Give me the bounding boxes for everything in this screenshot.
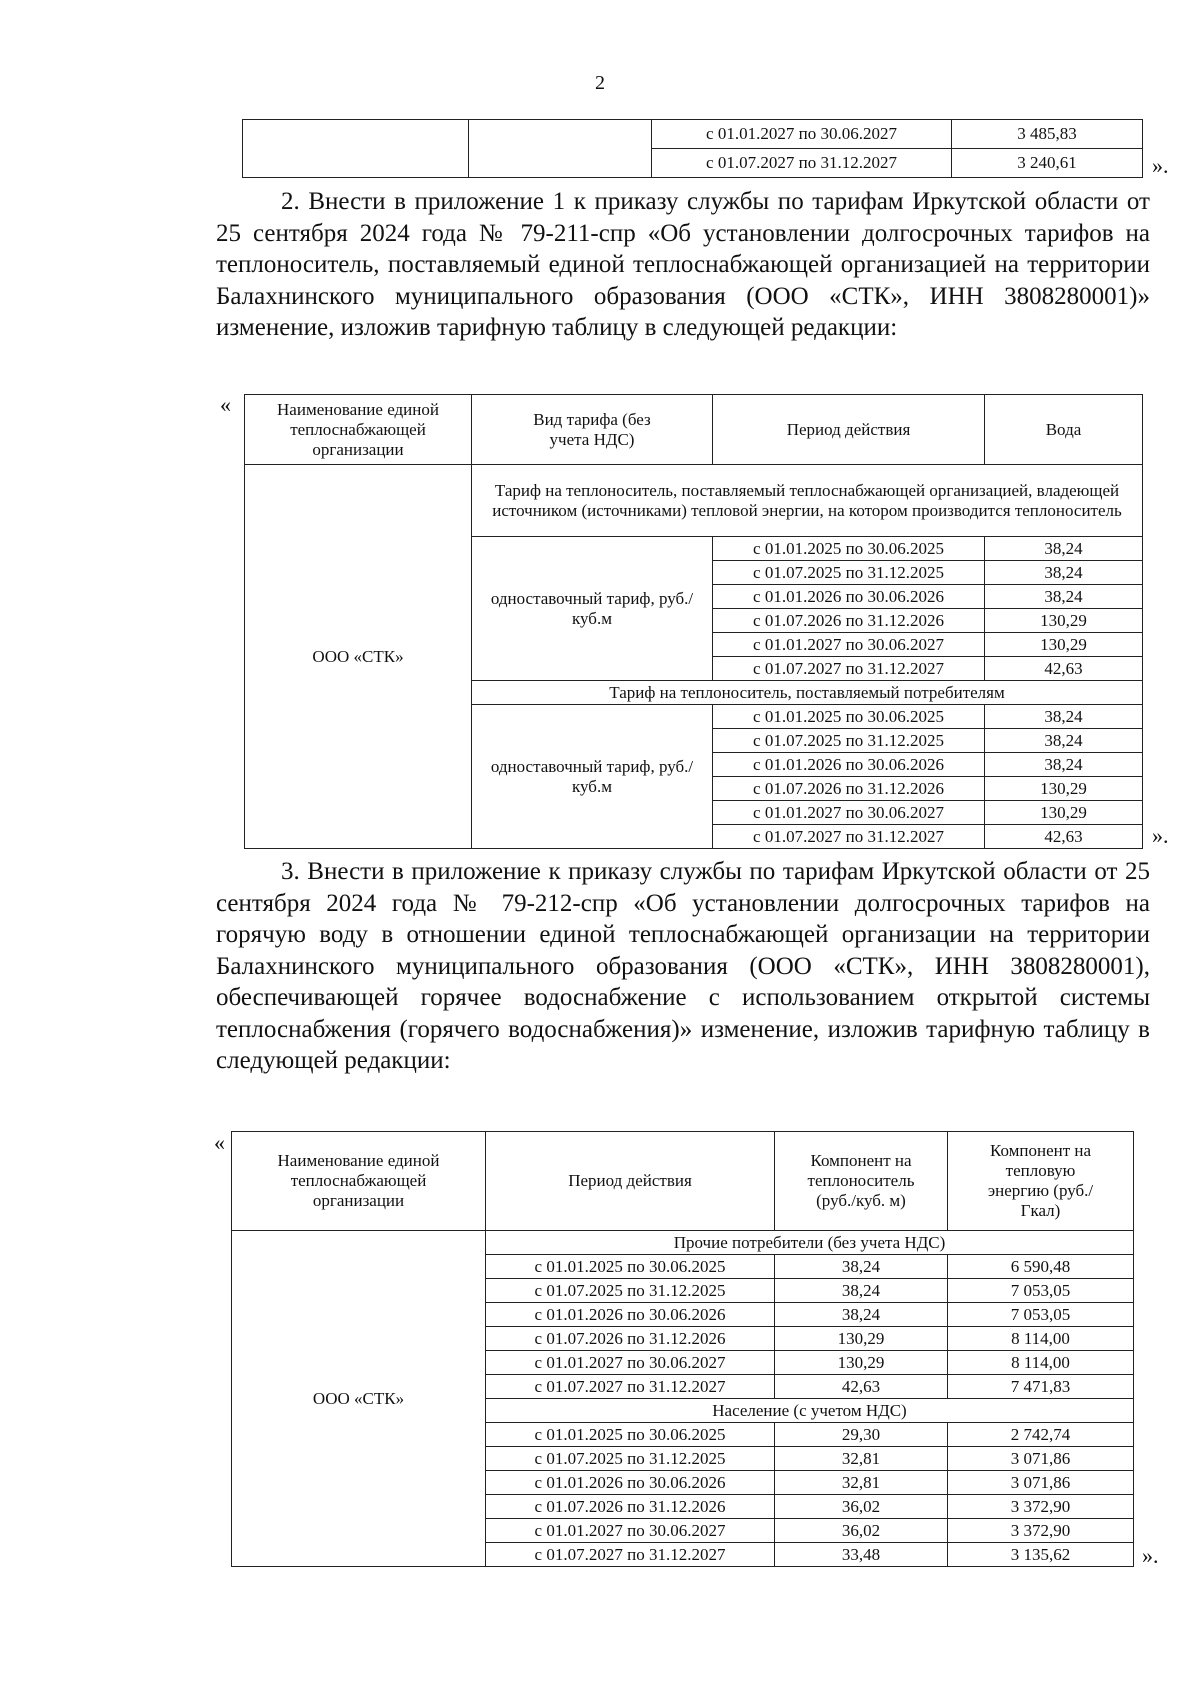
energy-cell: 8 114,00 bbox=[948, 1351, 1134, 1375]
carrier-cell: 38,24 bbox=[775, 1279, 948, 1303]
org-name-cell: ООО «СТК» bbox=[232, 1231, 486, 1567]
period-cell: с 01.07.2026 по 31.12.2026 bbox=[713, 777, 985, 801]
value-cell: 38,24 bbox=[985, 585, 1143, 609]
value-cell: 3 240,61 bbox=[952, 149, 1143, 178]
empty-cell bbox=[243, 120, 469, 178]
open-quote: « bbox=[214, 1130, 225, 1155]
header-tariff-type: Вид тарифа (без учета НДС) bbox=[472, 395, 713, 465]
item-3-paragraph bbox=[216, 856, 1150, 1077]
carrier-cell: 130,29 bbox=[775, 1351, 948, 1375]
section-2-title: Тариф на теплоноситель, поставляемый потребителям bbox=[472, 681, 1143, 705]
period-cell: с 01.07.2027 по 31.12.2027 bbox=[713, 825, 985, 849]
org-name-cell: ООО «СТК» bbox=[245, 465, 472, 849]
header-comp-energy: Компонент на тепловую энергию (руб./Гкал) bbox=[948, 1132, 1134, 1231]
carrier-cell: 33,48 bbox=[775, 1543, 948, 1567]
value-cell: 3 485,83 bbox=[952, 120, 1143, 149]
header-org: Наименование единой теплоснабжающей организации bbox=[245, 395, 472, 465]
carrier-cell: 36,02 bbox=[775, 1519, 948, 1543]
period-cell: с 01.01.2025 по 30.06.2025 bbox=[486, 1423, 775, 1447]
value-cell: 38,24 bbox=[985, 729, 1143, 753]
close-quote: ». bbox=[1142, 1543, 1159, 1568]
value-cell: 130,29 bbox=[985, 609, 1143, 633]
carrier-cell: 32,81 bbox=[775, 1447, 948, 1471]
period-cell: с 01.01.2026 по 30.06.2026 bbox=[713, 585, 985, 609]
open-quote: « bbox=[220, 392, 231, 417]
section-title-row bbox=[232, 1231, 1134, 1255]
section-2-title: Население (с учетом НДС) bbox=[486, 1399, 1134, 1423]
carrier-cell: 130,29 bbox=[775, 1327, 948, 1351]
value-cell: 38,24 bbox=[985, 753, 1143, 777]
period-cell: с 01.01.2026 по 30.06.2026 bbox=[486, 1471, 775, 1495]
period-cell: с 01.01.2027 по 30.06.2027 bbox=[486, 1519, 775, 1543]
energy-cell: 6 590,48 bbox=[948, 1255, 1134, 1279]
period-cell: с 01.01.2027 по 30.06.2027 bbox=[486, 1351, 775, 1375]
period-cell: с 01.07.2027 по 31.12.2027 bbox=[713, 657, 985, 681]
energy-cell: 2 742,74 bbox=[948, 1423, 1134, 1447]
energy-cell: 7 053,05 bbox=[948, 1303, 1134, 1327]
carrier-cell: 29,30 bbox=[775, 1423, 948, 1447]
period-cell: с 01.07.2027 по 31.12.2027 bbox=[652, 149, 952, 178]
value-cell: 130,29 bbox=[985, 801, 1143, 825]
energy-cell: 3 135,62 bbox=[948, 1543, 1134, 1567]
energy-cell: 7 471,83 bbox=[948, 1375, 1134, 1399]
item-2-paragraph bbox=[216, 186, 1150, 344]
table-row bbox=[243, 120, 1143, 149]
period-cell: с 01.07.2025 по 31.12.2025 bbox=[486, 1447, 775, 1471]
tariff-type-cell: одноставочный тариф, руб./куб.м bbox=[472, 705, 713, 849]
period-cell: с 01.01.2025 по 30.06.2025 bbox=[713, 705, 985, 729]
value-cell: 38,24 bbox=[985, 537, 1143, 561]
period-cell: с 01.07.2026 по 31.12.2026 bbox=[486, 1495, 775, 1519]
period-cell: с 01.07.2025 по 31.12.2025 bbox=[713, 561, 985, 585]
period-cell: с 01.01.2027 по 30.06.2027 bbox=[713, 801, 985, 825]
period-cell: с 01.01.2026 по 30.06.2026 bbox=[486, 1303, 775, 1327]
table-header-row bbox=[245, 395, 1143, 465]
value-cell: 38,24 bbox=[985, 561, 1143, 585]
page-number: 2 bbox=[595, 72, 605, 94]
section-title-row bbox=[245, 465, 1143, 537]
period-cell: с 01.07.2026 по 31.12.2026 bbox=[486, 1327, 775, 1351]
period-cell: с 01.01.2027 по 30.06.2027 bbox=[713, 633, 985, 657]
carrier-cell: 36,02 bbox=[775, 1495, 948, 1519]
period-cell: с 01.01.2026 по 30.06.2026 bbox=[713, 753, 985, 777]
carrier-cell: 38,24 bbox=[775, 1255, 948, 1279]
carrier-cell: 38,24 bbox=[775, 1303, 948, 1327]
table-header-row bbox=[232, 1132, 1134, 1231]
header-period: Период действия bbox=[713, 395, 985, 465]
carrier-cell: 42,63 bbox=[775, 1375, 948, 1399]
period-cell: с 01.01.2027 по 30.06.2027 bbox=[652, 120, 952, 149]
energy-cell: 3 071,86 bbox=[948, 1471, 1134, 1495]
period-cell: с 01.07.2025 по 31.12.2025 bbox=[486, 1279, 775, 1303]
energy-cell: 3 372,90 bbox=[948, 1495, 1134, 1519]
section-1-title: Тариф на теплоноситель, поставляемый теплоснабжающей организацией, владеющей источником (источниками) тепловой энергии, на котором производится теплоноситель bbox=[472, 465, 1143, 537]
value-cell: 130,29 bbox=[985, 633, 1143, 657]
header-org: Наименование единой теплоснабжающей организации bbox=[232, 1132, 486, 1231]
heat-carrier-tariff-table bbox=[244, 394, 1143, 849]
item-3-text: 3. Внести в приложение к приказу службы по тарифам Иркутской области от 25 сентября 2024 года № 79-212-спр «Об установлении долгосрочных тарифов на горячую воду в отношении единой теплоснабжающей организации на территории Балахнинского муниципального образования (ООО «СТК», ИНН 3808280001), обеспечивающей горячее водоснабжение с использованием открытой системы теплоснабжения (горячего водоснабжения)» изменение, изложив тарифную таблицу в следующей редакции: bbox=[216, 858, 1150, 1074]
energy-cell: 7 053,05 bbox=[948, 1279, 1134, 1303]
header-water: Вода bbox=[985, 395, 1143, 465]
value-cell: 38,24 bbox=[985, 705, 1143, 729]
hot-water-tariff-table bbox=[231, 1131, 1134, 1567]
value-cell: 130,29 bbox=[985, 777, 1143, 801]
period-cell: с 01.07.2027 по 31.12.2027 bbox=[486, 1375, 775, 1399]
energy-cell: 3 372,90 bbox=[948, 1519, 1134, 1543]
header-comp-carrier: Компонент на теплоноситель (руб./куб. м) bbox=[775, 1132, 948, 1231]
energy-cell: 3 071,86 bbox=[948, 1447, 1134, 1471]
tariff-type-cell: одноставочный тариф, руб./куб.м bbox=[472, 537, 713, 681]
carrier-cell: 32,81 bbox=[775, 1471, 948, 1495]
empty-cell bbox=[469, 120, 652, 178]
value-cell: 42,63 bbox=[985, 657, 1143, 681]
period-cell: с 01.07.2027 по 31.12.2027 bbox=[486, 1543, 775, 1567]
item-2-text: 2. Внести в приложение 1 к приказу службы по тарифам Иркутской области от 25 сентября 2024 года № 79-211-спр «Об установлении долгосрочных тарифов на теплоноситель, поставляемый единой теплоснабжающей организацией на территории Балахнинского муниципального образования (ООО «СТК», ИНН 3808280001)» изменение, изложив тарифную таблицу в следующей редакции: bbox=[216, 188, 1150, 341]
value-cell: 42,63 bbox=[985, 825, 1143, 849]
header-period: Период действия bbox=[486, 1132, 775, 1231]
energy-cell: 8 114,00 bbox=[948, 1327, 1134, 1351]
period-cell: с 01.01.2025 по 30.06.2025 bbox=[486, 1255, 775, 1279]
period-cell: с 01.07.2025 по 31.12.2025 bbox=[713, 729, 985, 753]
period-cell: с 01.07.2026 по 31.12.2026 bbox=[713, 609, 985, 633]
period-cell: с 01.01.2025 по 30.06.2025 bbox=[713, 537, 985, 561]
close-quote: ». bbox=[1152, 823, 1169, 848]
close-quote: ». bbox=[1152, 153, 1169, 178]
section-1-title: Прочие потребители (без учета НДС) bbox=[486, 1231, 1134, 1255]
top-tariff-table-continuation bbox=[242, 119, 1143, 178]
